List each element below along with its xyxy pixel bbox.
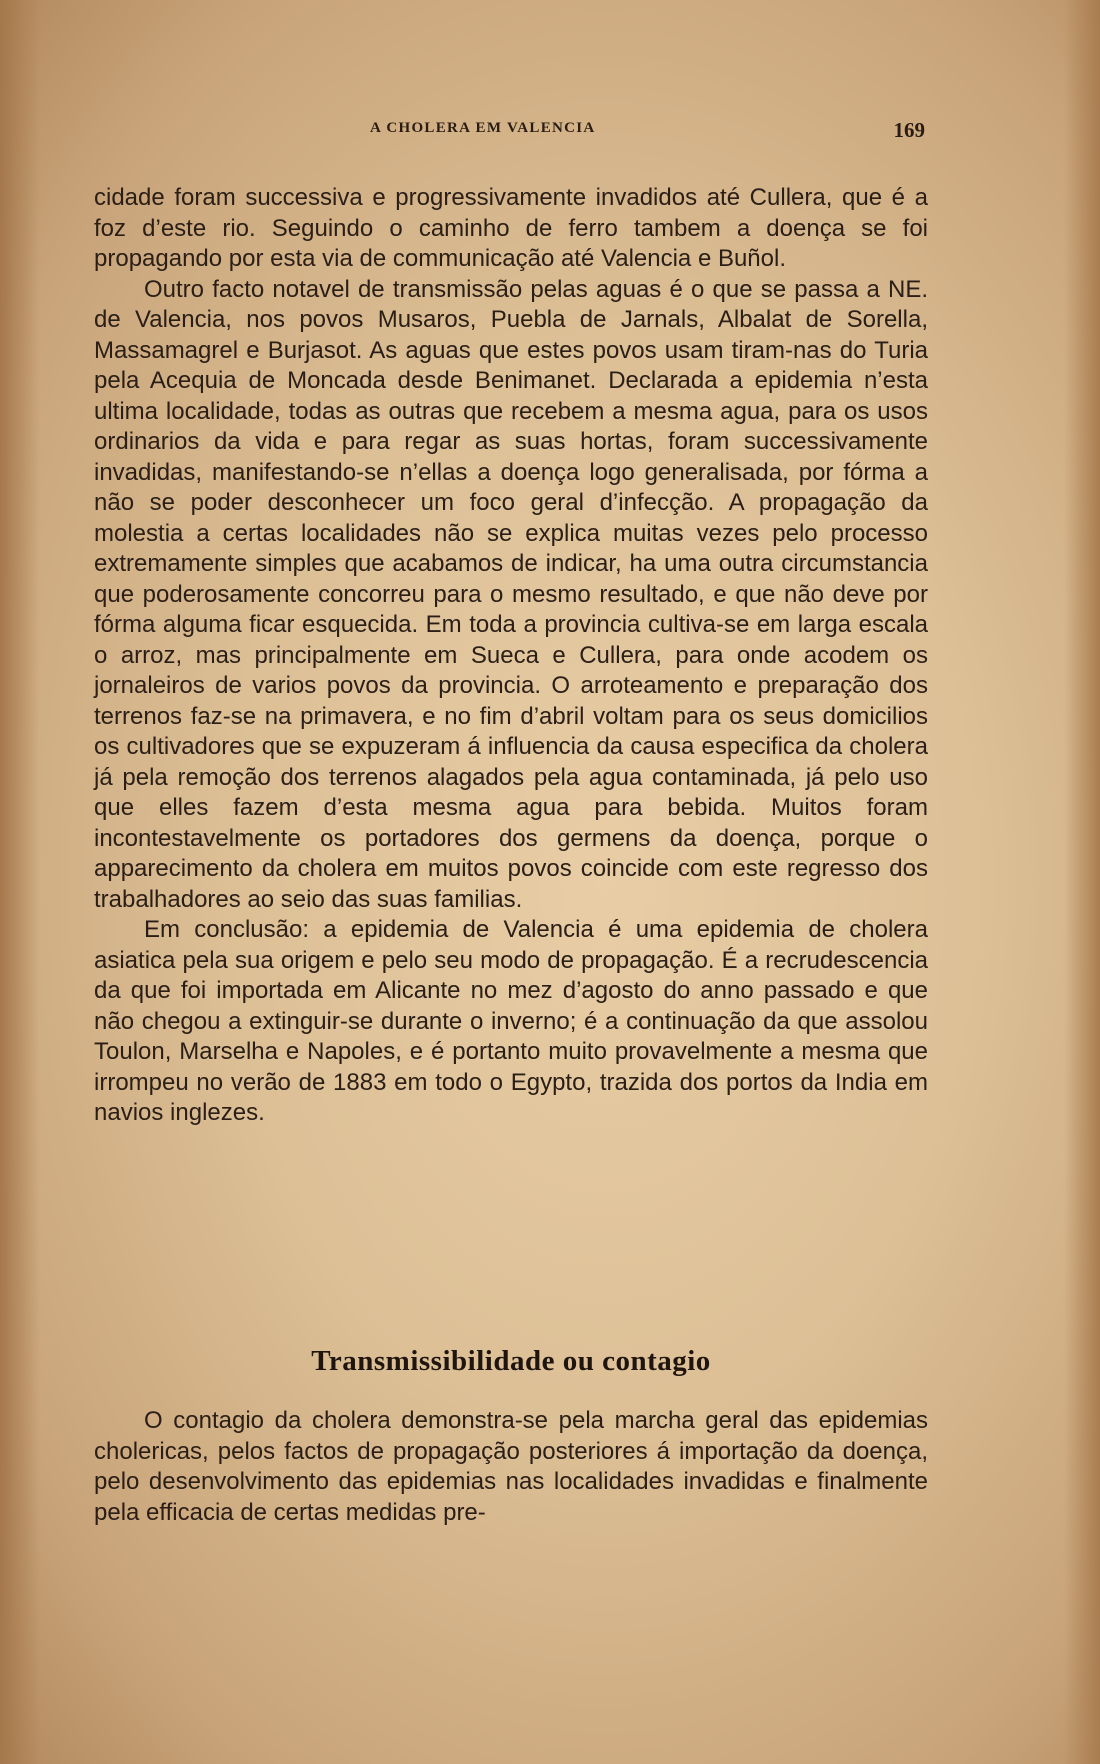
paragraph-water-transmission: Outro facto notavel de transmissão pelas aguas é o que se passa a NE. de Valencia, nos povos Musaros, Puebla de Jarnals, Albalat de Sorella, Massamagrel e Burjasot. As aguas que estes povos usam tiram-nas do Turia pela Acequia de Moncada desde Benimanet. Declarada a epidemia n’esta ultima localidade, todas as outras que recebem a mesma agua, para os usos ordinarios da vida e para regar as suas hortas, foram successivamente invadidas, manifestando-se n’ellas a doença logo generalisada, por fórma a não se poder desconhecer um foco geral d’infecção. A propagação da molestia a certas localidades não se explica muitas vezes pelo processo extremamente simples que acabamos de indicar, ha uma outra circumstancia que poderosamente concorreu para o mesmo resultado, e que não deve por fórma alguma ficar esquecida. Em toda a provincia cultiva-se em larga escala o arroz, mas principalmente em Sueca e Cullera, para onde acodem os jornaleiros de varios povos da provincia. O arroteamento e preparação dos terrenos faz-se na primavera, e no fim d’abril voltam para os seus domicilios os cultivadores que se expuzeram á influencia da causa especifica da cholera já pela remoção dos terrenos alagados pela agua contaminada, já pelo uso que elles fazem d’esta mesma agua para bebida. Muitos foram incontestavelmente os portadores dos germens da doença, porque o apparecimento da cholera em muitos povos coincide com este regresso dos trabalhadores ao seio das suas familias. <box>94 275 928 913</box>
body-text <box>94 183 928 1129</box>
page-edge-right <box>1064 0 1100 1764</box>
paragraph-conclusion: Em conclusão: a epidemia de Valencia é uma epidemia de cholera asiatica pela sua origem e pelo seu modo de propagação. É a recrudescencia da que foi importada em Alicante no mez d’agosto do anno passado e que não chegou a extinguir-se durante o inverno; é a continuação da que assolou Toulon, Marselha e Napoles, e é portanto muito provavelmente a mesma que irrompeu no verão de 1883 em todo o Egypto, trazida dos portos da India em navios inglezes. <box>94 916 928 1126</box>
paragraph-contagion: O contagio da cholera demonstra-se pela marcha geral das epidemias cholericas, pelos factos de propagação posteriores á importação da doença, pelo desenvolvimento das epidemias nas localidades invadidas e finalmente pela efficacia de certas medidas pre- <box>94 1407 928 1526</box>
section-heading: Transmissibilidade ou contagio <box>311 1345 711 1377</box>
paragraph-continued: cidade foram successiva e progressivamente invadidos até Cullera, que é a foz d’este rio. Seguindo o caminho de ferro tambem a doença se foi propagando por esta via de communicação até Valencia e Buñol. <box>94 184 928 272</box>
page-number: 169 <box>893 118 925 142</box>
running-title: A CHOLERA EM VALENCIA <box>370 120 596 136</box>
running-header <box>95 118 925 144</box>
page-edge-left <box>0 0 40 1764</box>
section-text <box>94 1406 928 1528</box>
